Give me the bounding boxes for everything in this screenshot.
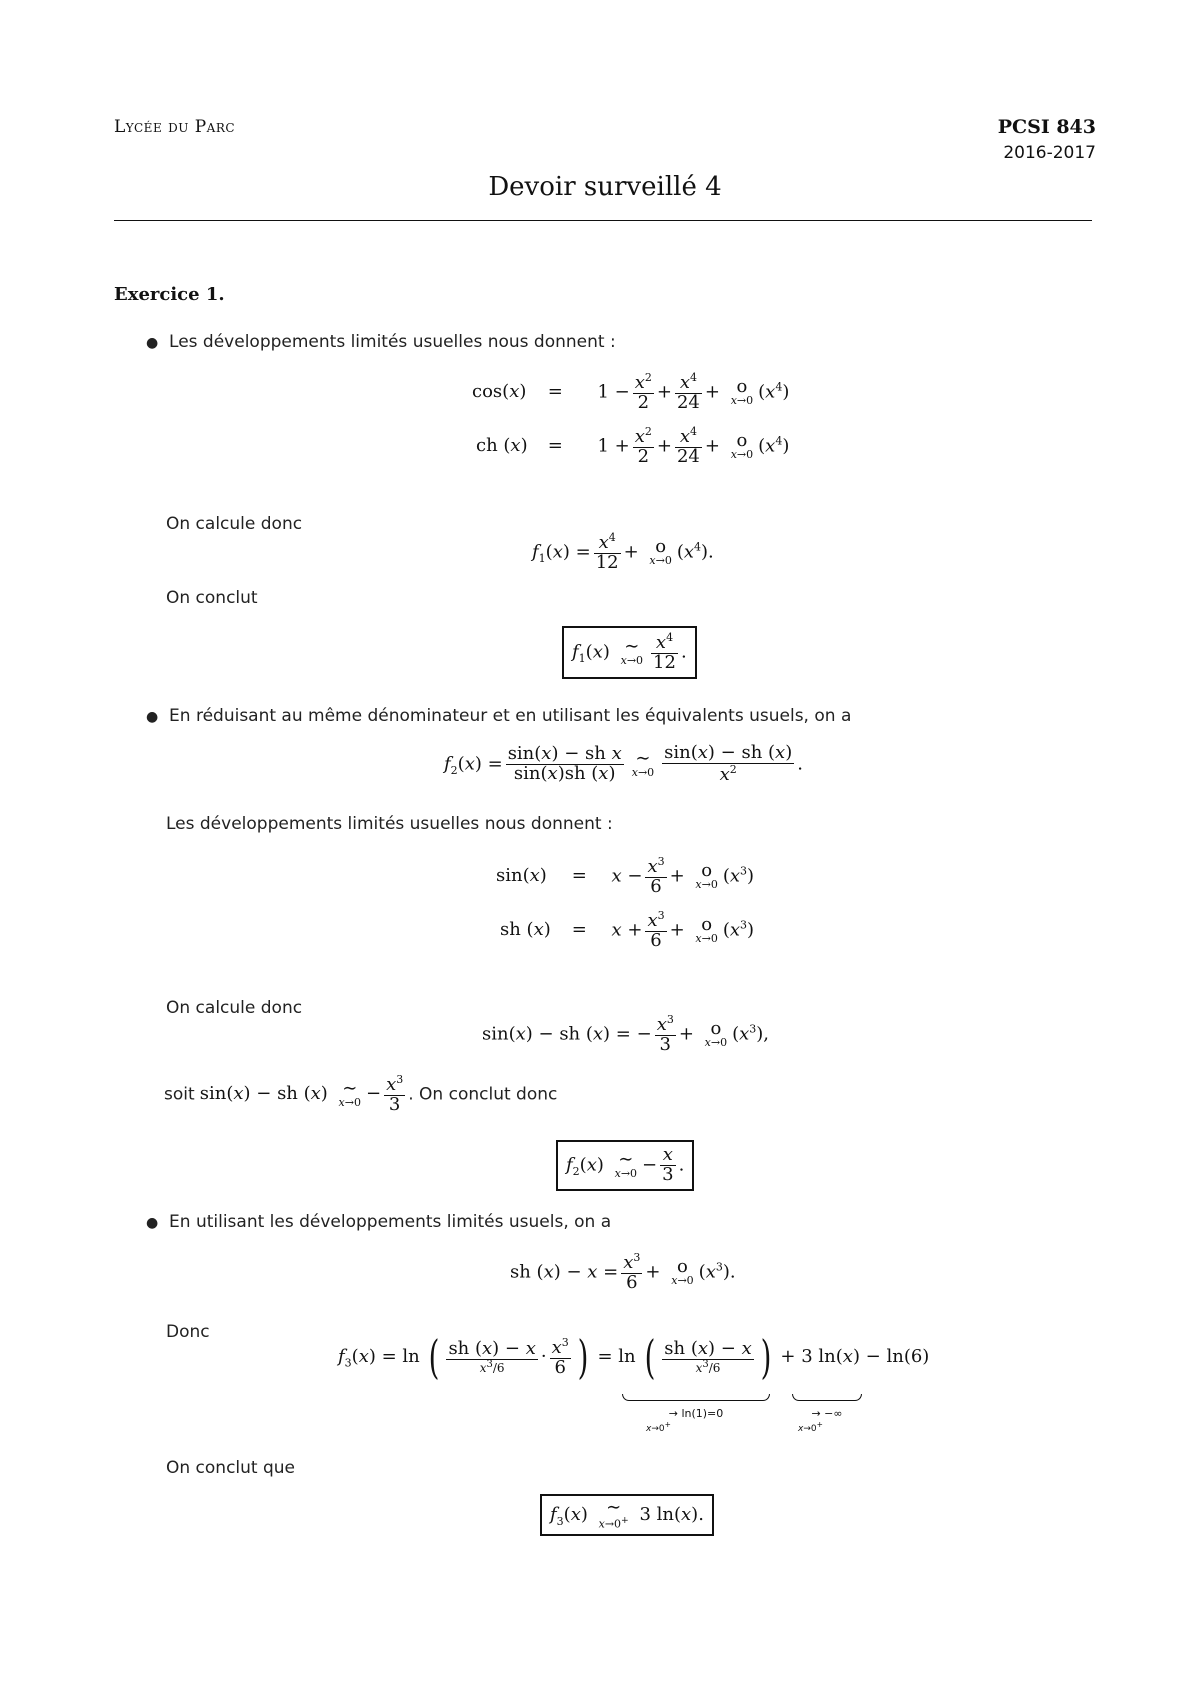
part1-calc: On calcule donc bbox=[166, 514, 303, 534]
part2-conclude-text: . On conclut donc bbox=[408, 1084, 558, 1105]
document-title: Devoir surveillé 4 bbox=[488, 172, 722, 202]
soit-text: soit bbox=[164, 1084, 195, 1105]
result-f2-box: $f_2(x)$ ∼ x→0 − $\frac{x}{3}$ . bbox=[556, 1140, 694, 1191]
bullet-icon: ● bbox=[146, 709, 159, 725]
part3-intro-text: En utilisant les développements limités usuels, on a bbox=[169, 1212, 612, 1232]
equation-cos: cos(x) = 1 − $\frac{x^2}{2}$ + $\frac{x^4}{24}$ + o x→0 $(x^4)$ bbox=[472, 371, 790, 413]
part2-intro bbox=[146, 706, 851, 726]
equation-ch: ch (x) = 1 + $\frac{x^2}{2}$ + $\frac{x^4}{24}$ + o x→0 $(x^4)$ bbox=[476, 425, 790, 467]
brace-right: → −∞ x→0+ bbox=[792, 1394, 862, 1434]
equation-f3: $f_3(x) = \ln$ ( $\frac{sh (x) - x}{x^3/6}$ · $\frac{x^3}{6}$ ) = ln ( $\frac{sh (x) - x}{x^3/6}$ ) + 3 ln(x) − ln(6) bbox=[338, 1330, 930, 1384]
part1-intro-text: Les développements limités usuelles nous donnent : bbox=[169, 332, 616, 352]
result-f1-box: $f_1(x)$ ∼ x→0 $\frac{x^4}{12}$ . bbox=[562, 626, 697, 679]
bullet-icon: ● bbox=[146, 1215, 159, 1231]
school-year: 2016-2017 bbox=[1003, 143, 1096, 163]
part2-intro-text: En réduisant au même dénominateur et en utilisant les équivalents usuels, on a bbox=[169, 706, 852, 726]
part2-calc: On calcule donc bbox=[166, 998, 303, 1018]
brace-left-label: ln(1)=0 bbox=[681, 1407, 724, 1420]
equation-f2: $f_2(x)$ = $\frac{\text{sin(x) − sh x}}{\sin(x)sh (x)}$ ∼ x→0 $\frac{\sin(x) - sh (x)}{x^2}$ . bbox=[444, 742, 803, 785]
exercise-title: Exercice 1. bbox=[114, 284, 225, 305]
result-f3-box: $f_3(x)$ ∼ x→0+ 3 ln(x). bbox=[540, 1494, 714, 1536]
bullet-icon: ● bbox=[146, 335, 159, 351]
equation-f1: $f_1(x)$ = $\frac{x^4}{12}$ + o x→0 $(x^4)$. bbox=[532, 531, 714, 573]
brace-right-label: −∞ bbox=[824, 1407, 843, 1420]
part3-conclude: On conclut que bbox=[166, 1458, 296, 1478]
equation-sh-minus-x: sh (x) − x = $\frac{x^3}{6}$ + o x→0 $(x^3)$. bbox=[510, 1251, 736, 1293]
part1-conclude: On conclut bbox=[166, 588, 258, 608]
part1-intro bbox=[146, 332, 616, 352]
part2-dl-intro: Les développements limités usuelles nous donnent : bbox=[166, 814, 613, 834]
class-name: PCSI 843 bbox=[997, 116, 1096, 138]
equation-sin: sin(x) = x − $\frac{x^3}{6}$ + o x→0 $(x^3)$ bbox=[496, 855, 755, 897]
brace-left: → ln(1)=0 x→0+ bbox=[622, 1394, 770, 1434]
equation-sin-minus-sh: sin(x) − sh (x) = − $\frac{x^3}{3}$ + o x→0 $(x^3)$, bbox=[482, 1013, 770, 1055]
part3-donc: Donc bbox=[166, 1322, 210, 1342]
title-rule bbox=[114, 220, 1092, 221]
part3-intro bbox=[146, 1212, 611, 1232]
equation-sh: sh (x) = x + $\frac{x^3}{6}$ + o x→0 $(x^3)$ bbox=[500, 909, 755, 951]
school-name: Lycée du Parc bbox=[114, 117, 236, 137]
part2-soit-line: soit sin(x) − sh (x) ∼ x→0 − $\frac{x^3}{3}$ . On conclut donc bbox=[164, 1073, 558, 1115]
